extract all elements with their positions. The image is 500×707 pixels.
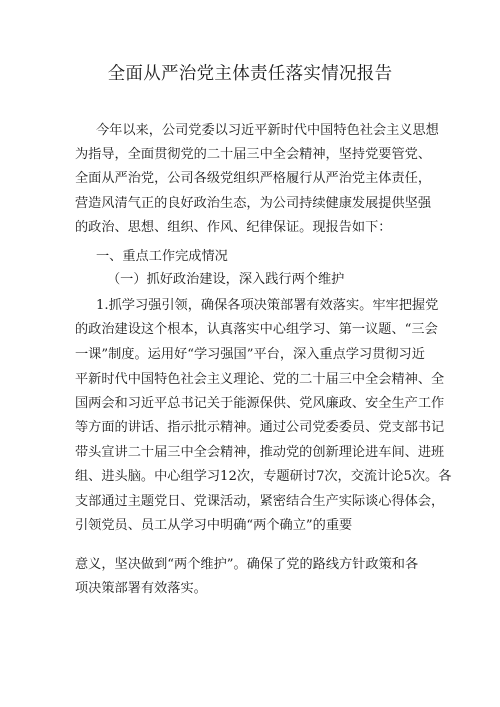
item-line: 平新时代中国特色社会主义理论、党的二十届三中全会精神、全	[75, 372, 445, 387]
item-line: 组、进头脑。中心组学习12次，专题研讨7次，交流计论5次。各	[75, 469, 452, 484]
section-heading: 一、重点工作完成情况	[96, 249, 228, 264]
intro-line: 的政治、思想、组织、作风、纪律保证。现报告如下：	[75, 220, 392, 235]
intro-line: 今年以来，公司党委以习近平新时代中国特色社会主义思想	[96, 123, 439, 138]
document-title: 全面从严治党主体责任落实情况报告	[107, 64, 393, 84]
item-line: 一课”制度。运用好“学习强国”平台，深入重点学习贯彻习近	[75, 347, 425, 362]
item-line: 等方面的讲话、指示批示精神。通过公司党委委员、党支部书记	[75, 420, 445, 435]
item-line: 1.抓学习强引领，确保各项决策部署有效落实。牢牢把握党	[96, 298, 439, 313]
item-line: 的政治建设这个根本，认真落实中心组学习、第一议题、“三会	[75, 322, 438, 337]
item-line: 国两会和习近平总书记关于能源保供、党风廉政、安全生产工作	[75, 396, 445, 411]
subsection-heading: （一）抓好政治建设，深入践行两个维护	[107, 272, 345, 287]
intro-line: 全面从严治党，公司各级党组织严格履行从严治党主体责任，	[75, 171, 432, 186]
continuation-line: 意义，坚决做到“两个维护”。确保了党的路线方针政策和各	[75, 557, 419, 572]
intro-line: 为指导，全面贯彻党的二十届三中全会精神，坚持党要管党、	[75, 147, 432, 162]
item-line: 带头宣讲二十届三中全会精神，推动党的创新理论进车间、进班	[75, 445, 445, 460]
continuation-line: 项决策部署有效落实。	[75, 581, 207, 596]
item-line: 引领党员、员工从学习中明确“两个确立”的重要	[75, 518, 353, 533]
intro-line: 营造风清气正的良好政治生态，为公司持续健康发展提供坚强	[75, 196, 432, 211]
item-line: 支部通过主题党日、党课活动，紧密结合生产实际谈心得体会，	[75, 494, 445, 509]
